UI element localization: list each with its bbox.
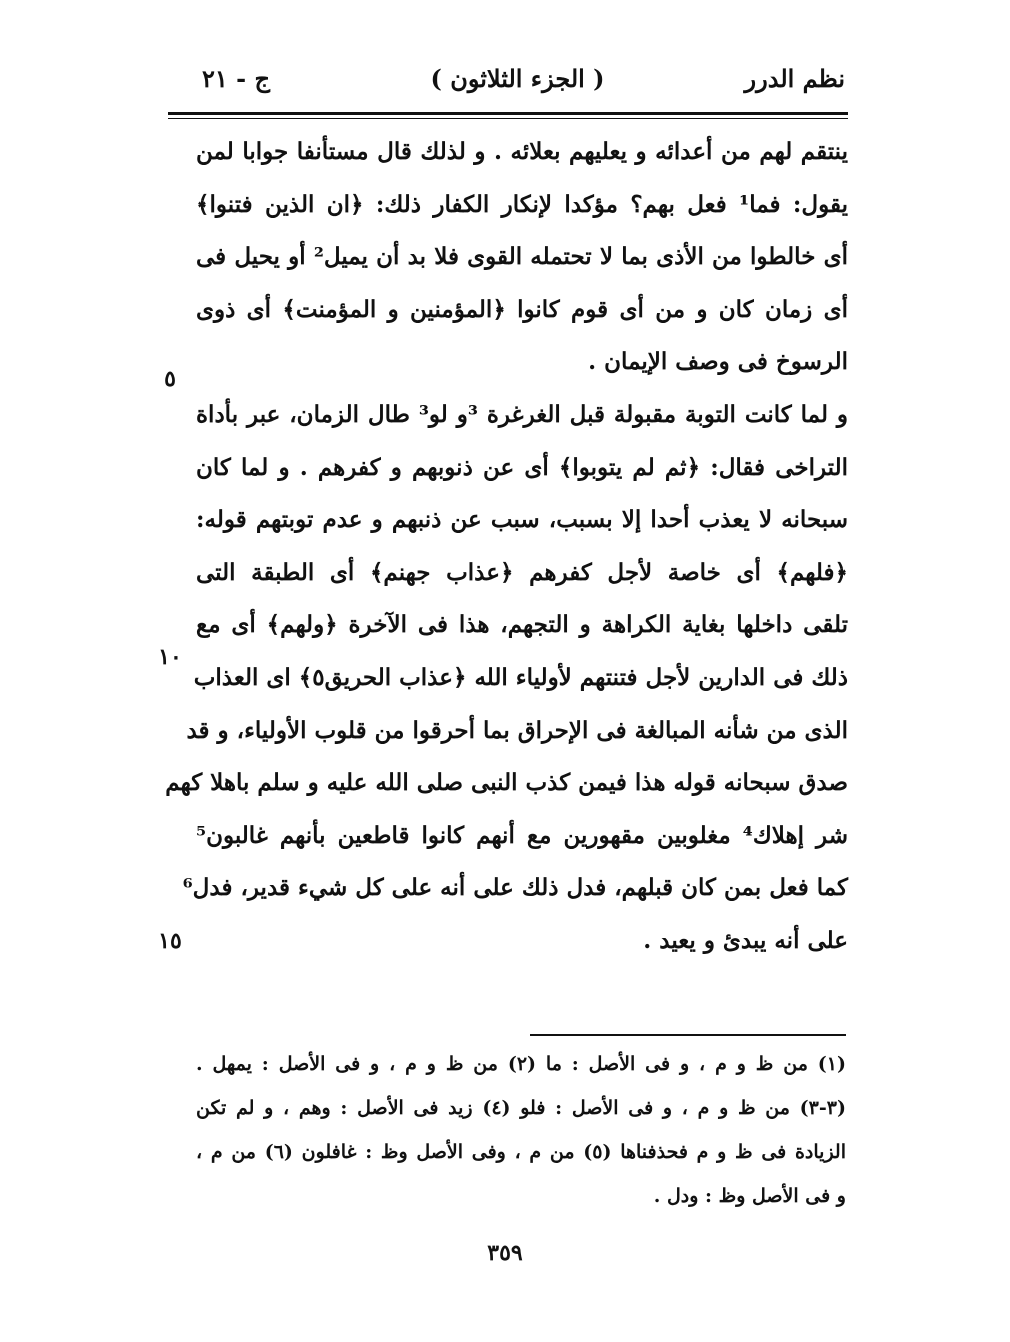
header-rule-thick <box>168 112 848 115</box>
text-line: و لما كانت التوبة مقبولة قبل الغرغرة ³و لو³ طال الزمان، عبر بأداة <box>196 400 848 428</box>
text-line: التراخى فقال: ﴿ثم لم يتوبوا﴾ أى عن ذنوبهم و كفرهم . و لما كان <box>196 453 848 481</box>
footnote-line: (١) من ظ و م ، و فى الأصل : ما (٢) من ظ و م ، و فى الأصل : يمهل . <box>196 1053 846 1075</box>
line-number-5: ٥ <box>164 366 176 392</box>
text-line: على أنه يبدئ و يعيد . <box>643 926 848 954</box>
footnote-line: الزيادة فى ظ و م فحذفناها (٥) من م ، وفى الأصل وظ : غافلون (٦) من م ، <box>196 1141 846 1163</box>
text-line: يقول: فما¹ فعل بهم؟ مؤكدا لإنكار الكفار ذلك: ﴿ان الذين فتنوا﴾ <box>196 190 848 218</box>
text-line: شر إهلاك⁴ مغلوبين مقهورين مع أنهم كانوا قاطعين بأنهم غالبون⁵ <box>196 821 849 849</box>
text-line: صدق سبحانه قوله هذا فيمن كذب النبى صلى الله عليه و سلم باهلا كهم <box>165 769 848 797</box>
text-line: أى زمان كان و من أى قوم كانوا ﴿المؤمنين و المؤمنت﴾ أى ذوى <box>196 295 848 323</box>
chapter-label: ج - ٢١ <box>202 64 270 93</box>
text-line: الذى من شأنه المبالغة فى الإحراق بما أحرقوا من قلوب الأولياء، و قد <box>186 716 848 744</box>
line-number-10: ١٠ <box>158 644 182 670</box>
header-rule-thin <box>168 118 848 119</box>
footnote-line: و فى الأصل وظ : ودل . <box>653 1185 846 1207</box>
text-line: سبحانه لا يعذب أحدا إلا بسبب، سبب عن ذنبهم و عدم توبتهم قوله: <box>196 506 848 534</box>
text-line: كما فعل بمن كان قبلهم، فدل ذلك على أنه على كل شيء قدير، فدل⁶ <box>182 874 848 902</box>
footnotes <box>196 1042 846 1218</box>
text-line: ذلك فى الدارين لأجل فتنتهم لأولياء الله ﴿عذاب الحريق٥﴾ اى العذاب <box>193 663 848 691</box>
book-title: نظم الدرر <box>744 64 845 93</box>
part-title: ( الجزء الثلاثون ) <box>430 64 605 93</box>
text-line: أى خالطوا من الأذى بما لا تحتمله القوى فلا بد أن يميل² أو يحيل فى <box>196 243 848 271</box>
text-line: تلقى داخلها بغاية الكراهة و التجهم، هذا فى الآخرة ﴿ولهم﴾ أى مع <box>196 611 848 639</box>
page-header <box>190 58 845 98</box>
footnote-rule <box>530 1034 846 1036</box>
page-number: ٣٥٩ <box>487 1240 523 1266</box>
footnote-line: (٣-٣) من ظ و م ، و فى الأصل : فلو (٤) زيد فى الأصل : وهم ، و لم تكن <box>196 1097 846 1119</box>
text-line: الرسوخ فى وصف الإيمان . <box>588 348 848 376</box>
text-line: ﴿فلهم﴾ أى خاصة لأجل كفرهم ﴿عذاب جهنم﴾ أى الطبقة التى <box>196 558 848 586</box>
line-number-15: ١٥ <box>158 928 182 954</box>
text-line: ينتقم لهم من أعدائه و يعليهم بعلائه . و لذلك قال مستأنفا جوابا لمن <box>196 138 848 165</box>
